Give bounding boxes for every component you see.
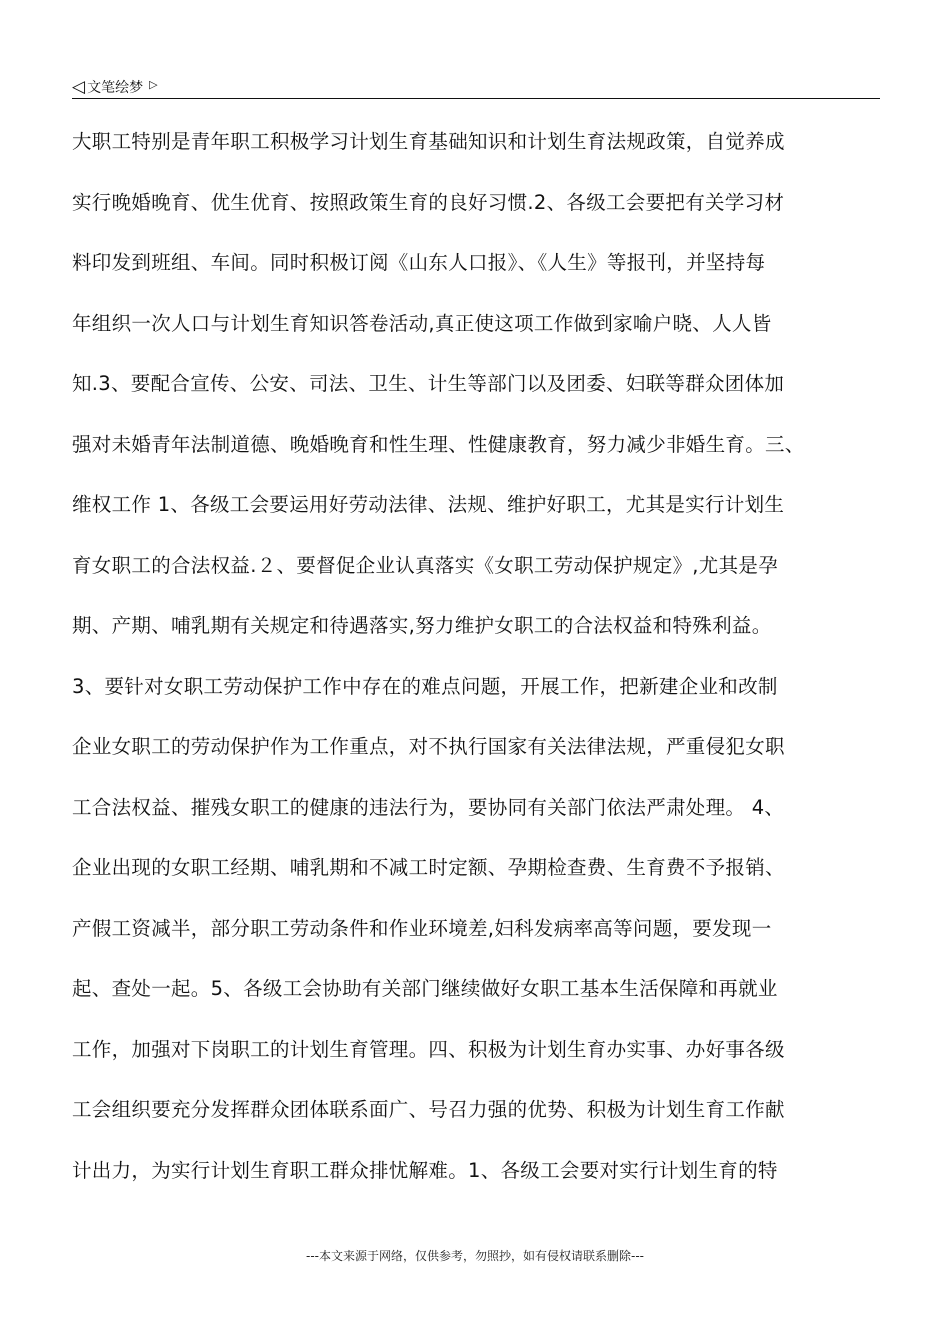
- page-footer: ---本文来源于网络，仅供参考，勿照抄，如有侵权请联系删除---: [306, 1249, 644, 1263]
- text-line: 强对未婚青年法制道德、晚婚晚育和性生理、性健康教育，努力减少非婚生育。三、: [72, 432, 805, 456]
- text-line: 企业女职工的劳动保护作为工作重点，对不执行国家有关法律法规，严重侵犯女职: [72, 735, 785, 758]
- text-line: 育女职工的合法权益.２、要督促企业认真落实《女职工劳动保护规定》,尤其是孕: [72, 553, 778, 577]
- text-line: 年组织一次人口与计划生育知识答卷活动,真正使这项工作做到家喻户晓、人人皆: [72, 311, 772, 335]
- text-line: 知.3、要配合宣传、公安、司法、卫生、计生等部门以及团委、妇联等群众团体加: [72, 372, 785, 395]
- triangle-right-icon: ▷: [149, 78, 158, 91]
- text-line: 工合法权益、摧残女职工的健康的违法行为，要协同有关部门依法严肃处理。 4、: [72, 795, 785, 819]
- text-line: 维权工作 1、各级工会要运用好劳动法律、法规、维护好职工，尤其是实行计划生: [72, 493, 785, 516]
- text-line: 期、产期、哺乳期有关规定和待遇落实,努力维护女职工的合法权益和特殊利益。: [72, 614, 772, 637]
- header-title: 文笔绘梦: [87, 80, 144, 96]
- text-line: 大职工特别是青年职工积极学习计划生育基础知识和计划生育法规政策，自觉养成: [72, 130, 785, 153]
- text-line: 工会组织要充分发挥群众团体联系面广、号召力强的优势、积极为计划生育工作献: [72, 1098, 785, 1121]
- triangle-left-icon: ◁: [72, 77, 86, 97]
- text-line: 企业出现的女职工经期、哺乳期和不减工时定额、孕期检查费、生育费不予报销、: [72, 856, 785, 879]
- header-divider: [72, 98, 880, 99]
- text-line: 计出力，为实行计划生育职工群众排忧解难。1、各级工会要对实行计划生育的特: [72, 1158, 778, 1182]
- text-line: 料印发到班组、车间。同时积极订阅《山东人口报》、《人生》等报刊，并坚持每: [72, 251, 766, 274]
- text-line: 实行晚婚晚育、优生优育、按照政策生育的良好习惯.2、各级工会要把有关学习材: [72, 190, 785, 214]
- text-line: 起、查处一起。5、各级工会协助有关部门继续做好女职工基本生活保障和再就业: [72, 977, 778, 1000]
- text-line: 工作，加强对下岗职工的计划生育管理。四、积极为计划生育办实事、办好事各级: [72, 1037, 785, 1061]
- text-line: 3、要针对女职工劳动保护工作中存在的难点问题，开展工作，把新建企业和改制: [72, 674, 778, 698]
- text-line: 产假工资减半，部分职工劳动条件和作业环境差,妇科发病率高等问题，要发现一: [72, 916, 772, 940]
- page-header: [72, 74, 880, 96]
- body-text: [72, 118, 884, 1207]
